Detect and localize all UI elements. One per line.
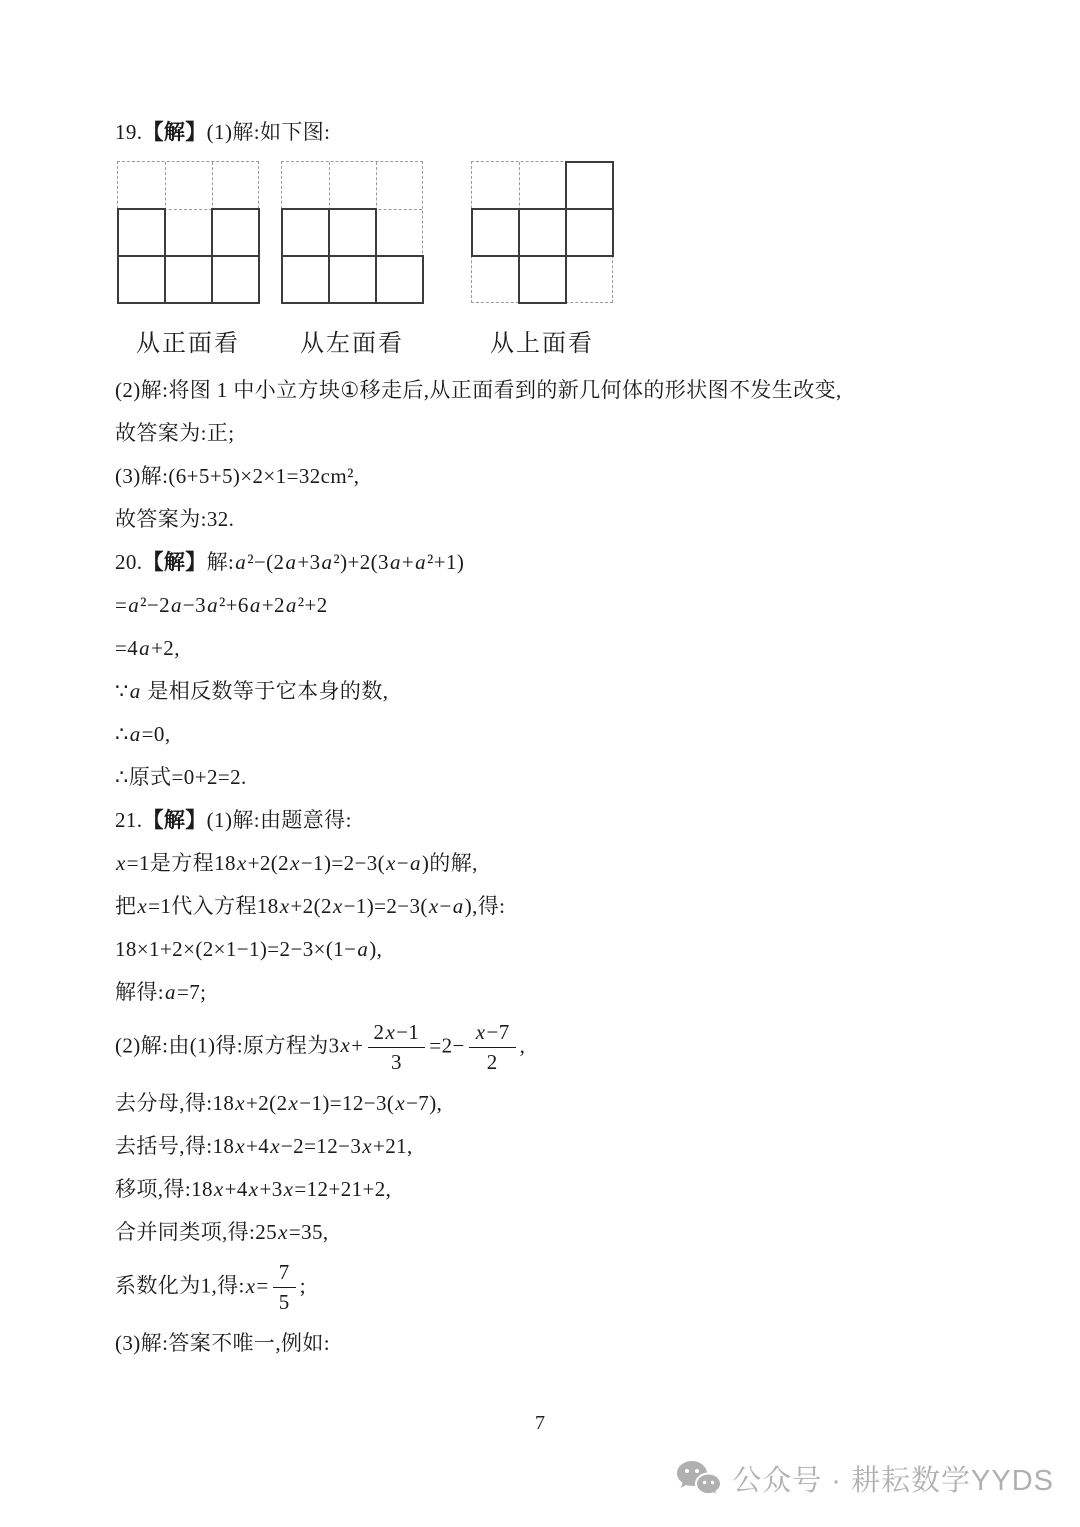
line-19-3: (3)解:(6+5+5)×2×1=32cm², bbox=[115, 464, 360, 488]
line-20-3: =4a+2, bbox=[115, 636, 180, 660]
line-19-2-answer: 故答案为:正; bbox=[115, 421, 235, 445]
solid-square bbox=[565, 161, 614, 210]
solid-square bbox=[281, 208, 330, 257]
line-21-9: 移项,得:18x+4x+3x=12+21+2, bbox=[115, 1177, 392, 1202]
fraction: $\frac{7}{5}$ bbox=[273, 1261, 296, 1314]
line-20-6: ∴原式=0+2=2. bbox=[115, 765, 247, 789]
solution-19-intro bbox=[115, 118, 980, 146]
line-19-3-answer: 故答案为:32. bbox=[115, 507, 235, 531]
solid-square bbox=[518, 208, 567, 257]
line-21-2: x=1是方程18x+2(2x−1)=2−3(x−a)的解, bbox=[116, 851, 478, 875]
solid-square bbox=[328, 255, 377, 304]
wechat-footer bbox=[676, 1458, 1054, 1499]
solid-square bbox=[375, 255, 424, 304]
top-view-grid bbox=[471, 161, 613, 303]
solid-square bbox=[117, 208, 166, 257]
wechat-icon bbox=[676, 1460, 722, 1498]
line-19-intro: 19.【解】(1)解:如下图: bbox=[115, 120, 331, 144]
solid-square bbox=[211, 255, 260, 304]
line-19-2: (2)解:将图 1 中小立方块①移走后,从正面看到的新几何体的形状图不发生改变, bbox=[115, 378, 842, 402]
front-view-grid bbox=[117, 161, 259, 303]
front-view-caption: 从正面看 bbox=[136, 331, 240, 357]
line-21-1: 21.【解】(1)解:由题意得: bbox=[115, 808, 352, 832]
left-view-grid bbox=[281, 161, 423, 303]
line-21-7: 去分母,得:18x+2(2x−1)=12−3(x−7), bbox=[115, 1091, 443, 1116]
solution-lines bbox=[115, 376, 980, 1357]
solid-square bbox=[211, 208, 260, 257]
top-view-caption: 从上面看 bbox=[490, 331, 594, 357]
fraction: $\frac{2x-1}{3}$ bbox=[368, 1021, 426, 1074]
line-20-5: ∴a=0, bbox=[115, 722, 171, 746]
line-21-10: 合并同类项,得:25x=35, bbox=[115, 1220, 329, 1245]
line-21-8: 去括号,得:18x+4x−2=12−3x+21, bbox=[115, 1134, 413, 1159]
line-21-4: 18×1+2×(2×1−1)=2−3×(1−a), bbox=[115, 937, 383, 961]
fraction: $\frac{x-7}{2}$ bbox=[469, 1021, 516, 1074]
solid-square bbox=[328, 208, 377, 257]
line-21-11: 系数化为1,得:x= $\frac{7}{5}$ ; bbox=[115, 1260, 306, 1315]
line-20-1: 20.【解】解:a²−(2a+3a²)+2(3a+a²+1) bbox=[115, 550, 465, 574]
solid-square bbox=[565, 208, 614, 257]
line-20-2: =a²−2a−3a²+6a+2a²+2 bbox=[115, 593, 328, 617]
solid-square bbox=[471, 208, 520, 257]
solid-square bbox=[164, 255, 213, 304]
left-view-caption: 从左面看 bbox=[300, 331, 404, 357]
left-view bbox=[281, 161, 423, 358]
footer-label: 公众号 · 耕耘数学YYDS bbox=[732, 1465, 1054, 1497]
line-21-12: (3)解:答案不唯一,例如: bbox=[115, 1331, 331, 1356]
line-21-3: 把x=1代入方程18x+2(2x−1)=2−3(x−a),得: bbox=[115, 894, 506, 918]
line-20-4: ∵a 是相反数等于它本身的数, bbox=[115, 679, 389, 703]
solid-square bbox=[518, 255, 567, 304]
page-number: 7 bbox=[535, 1412, 545, 1434]
three-views-figure bbox=[117, 161, 980, 358]
line-21-5: 解得:a=7; bbox=[115, 980, 207, 1004]
top-view bbox=[471, 161, 613, 358]
solid-square bbox=[281, 255, 330, 304]
solid-square bbox=[117, 255, 166, 304]
line-21-6: (2)解:由(1)得:原方程为3x+ $\frac{2x-1}{3}$ =2− $\frac{x-7}{2}$ , bbox=[115, 1020, 526, 1075]
front-view bbox=[117, 161, 259, 358]
